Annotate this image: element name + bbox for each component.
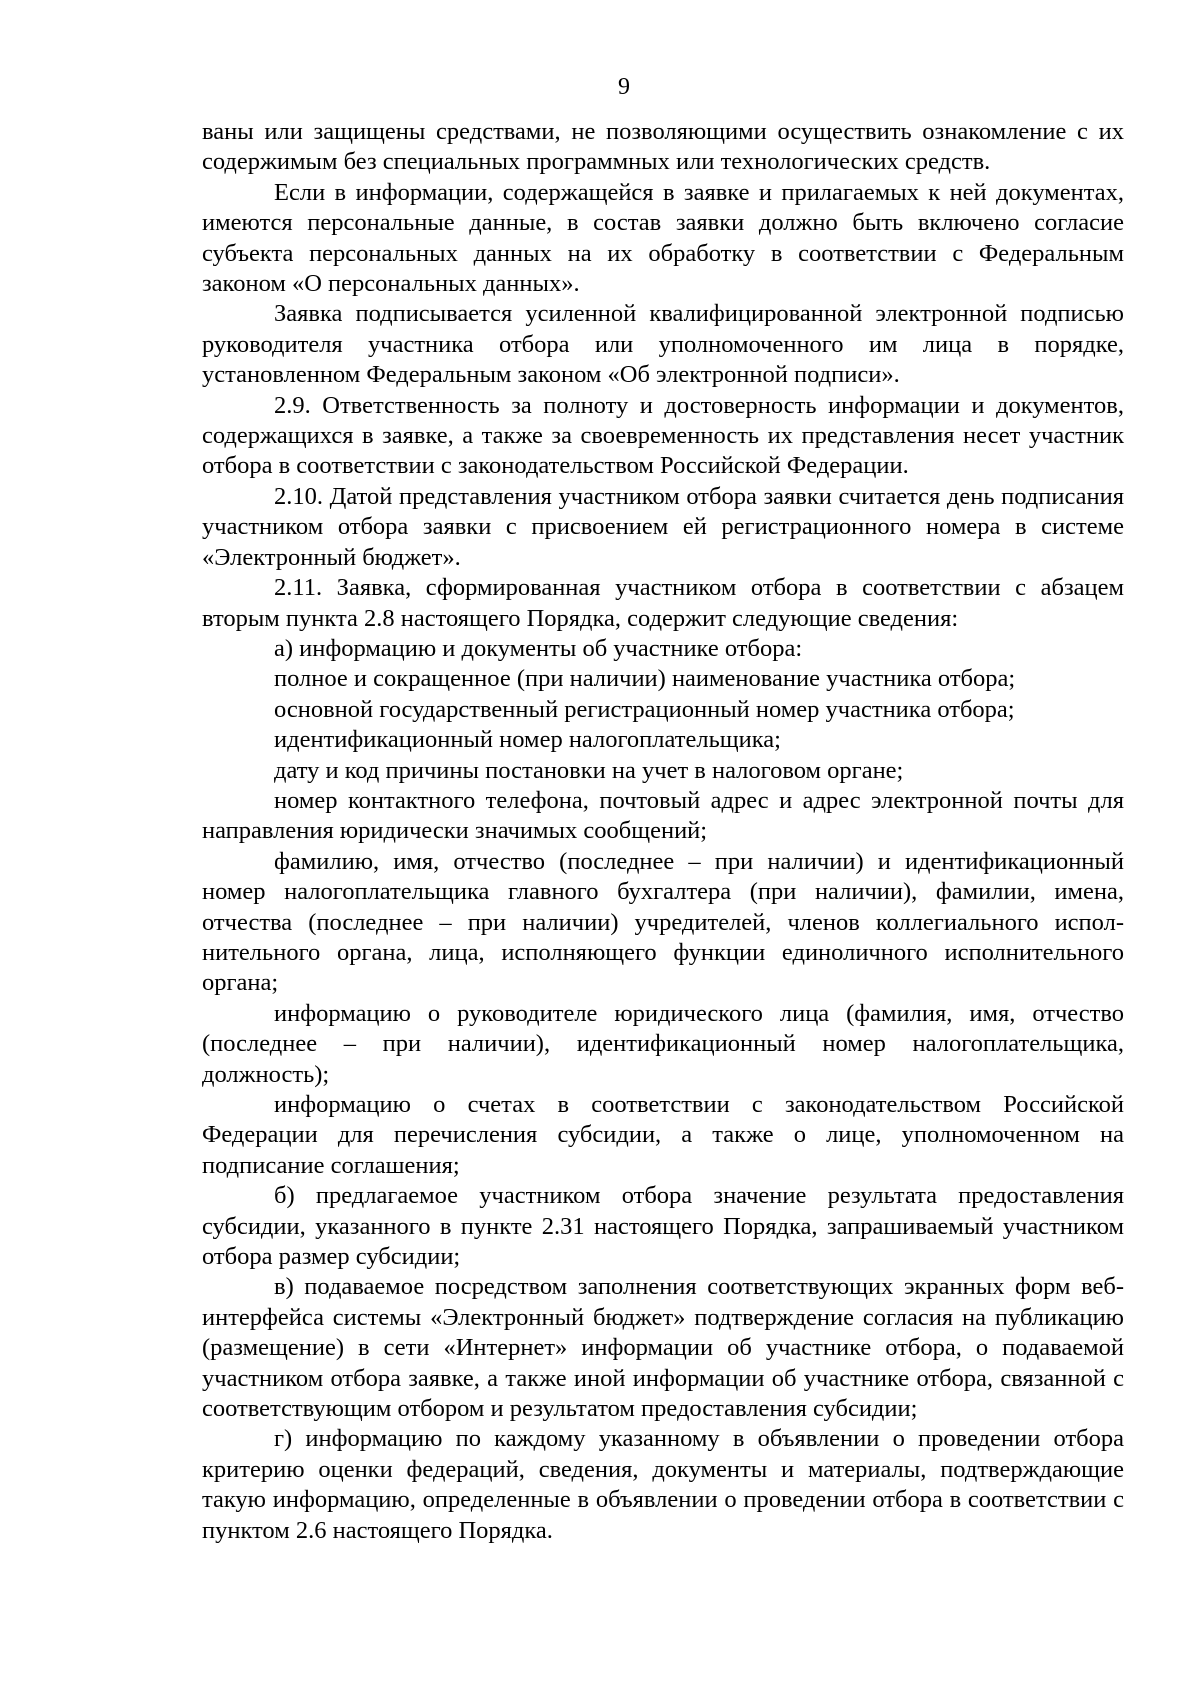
document-body <box>202 117 1124 1546</box>
list-item-ogrn: основной государственный регистрационный номер участника отбора; <box>274 695 1015 723</box>
paragraph-2-10: 2.10. Датой представления участником отбора заявки считается день подписания участником отбора заявки с присвоением ей регистрационного номера в системе «Электронный бюджет». <box>202 482 1124 571</box>
list-item-director: информацию о руководителе юридического лица (фамилия, имя, отчество (последнее – при наличии), идентификационный номер налогоплательщика, должность); <box>202 999 1124 1088</box>
list-item-accounts: информацию о счетах в соответствии с законодательством Российской Федерации для перечисления субсидии, а также о лице, уполномоченном на подписание соглашения; <box>202 1091 1124 1179</box>
paragraph-personal-data: Если в информации, содержащейся в заявке и прилагаемых к ней документах, имеются персональные данные, в состав заявки должно быть включено согласие субъекта персональных данных на их обработку в соответствии с Федеральным законом «О персональных данных». <box>202 178 1124 298</box>
page-number: 9 <box>618 74 630 100</box>
list-item-b: б) предлагаемое участником отбора значение результата предоставления субсидии, указанного в пункте 2.31 настоящего Порядка, запрашиваемый участником отбора размер субсидии; <box>202 1182 1124 1271</box>
list-item-kpp: дату и код причины постановки на учет в налоговом органе; <box>274 756 904 784</box>
list-item-v: в) подаваемое посредством заполнения соответствующих экранных форм веб-интерфейса системы «Электронный бюджет» подтверждение согласия на публикацию (размещение) в сети «Интернет» информации об участнике отбора, о подаваемой участником отбора заявке, а также иной информации об участнике отбора, связанной с соответствующим отбором и результатом предоставления субсидии; <box>202 1273 1124 1423</box>
paragraph-2-9: 2.9. Ответственность за полноту и достоверность информации и документов, содержащихся в заявке, а также за своевременность их представления несет участник отбора в соответствии с законодательством Российской Федерации. <box>202 391 1124 480</box>
paragraph-2-11: 2.11. Заявка, сформированная участником отбора в соответствии с абзацем вторым пункта 2.8 настоящего Порядка, содержит следующие сведения: <box>202 574 1124 632</box>
list-item-persons: фамилию, имя, отчество (последнее – при наличии) и идентификационный номер налогоплательщика главного бухгалтера (при наличии), фамилии, имена, отчества (последнее – при наличии) учредителей, членов коллегиального исполнительного органа, лица, исполняющего функции единоличного исполнительного органа; <box>202 847 1124 997</box>
paragraph-signature: Заявка подписывается усиленной квалифицированной электронной подписью руководителя участника отбора или уполномоченного им лица в порядке, установленном Федеральным законом «Об электронной подписи». <box>202 300 1124 389</box>
list-item-a: а) информацию и документы об участнике отбора: <box>274 634 803 662</box>
list-item-contacts: номер контактного телефона, почтовый адрес и адрес электронной почты для направления юридически значимых сообщений; <box>202 786 1124 845</box>
paragraph-continuation: ваны или защищены средствами, не позволяющими осуществить ознакомление с их содержимым без специальных программных или технологических средств. <box>202 118 1124 176</box>
list-item-inn: идентификационный номер налогоплательщика; <box>274 726 781 754</box>
list-item-name: полное и сокращенное (при наличии) наименование участника отбора; <box>274 665 1016 693</box>
list-item-g: г) информацию по каждому указанному в объявлении о проведении отбора критерию оценки федераций, сведения, документы и материалы, подтверждающие такую информацию, определенные в объявлении о проведении отбора в соответствии с пунктом 2.6 настоящего Порядка. <box>202 1425 1124 1544</box>
